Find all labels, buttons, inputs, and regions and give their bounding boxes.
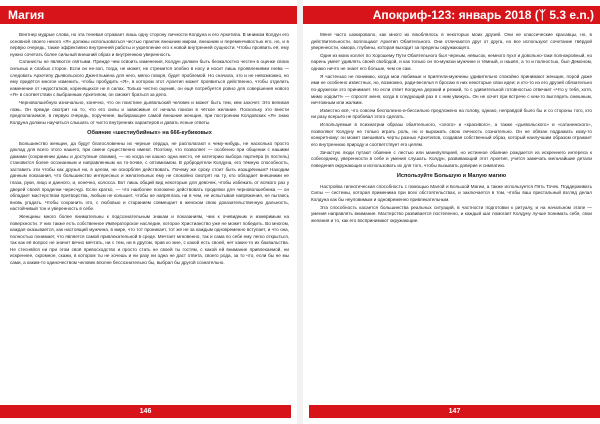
paragraph: Зачастую люди путают обаяние с лестью или манипуляцией, но истинное обаяние рождается из искреннего интереса к собеседнику, уверенности в себе и умения слушать. Колдун, развивающий этот Архетип, учится замечать мельчайшие детали поведения окружающих и использовать их для того, чтобы вызывать доверие и симпатию. (311, 149, 592, 168)
right-page-header (303, 6, 600, 24)
issue-title: Апокриф-123: январь 2018 (ᛉ 5.3 e.n.) (372, 8, 594, 22)
right-page (303, 0, 600, 424)
paragraph: Черноволшебную изначально, конечно, что он поистине дьявольский человек и может быть тем, кем захочет. Это великая ложь. Он прежде смотрит на то, что его силы и зависимые от начала поиски в чёткое желание. Поскольку это внести предполагаемое, в первую очередь, поручение, выбирающее самой внешние женщин, при построении Колдовских «Я» знаю Колдуна должны научиться слышать от чисто внутренних характеров и давать ясные ответы. (10, 100, 289, 125)
left-page (0, 0, 297, 424)
paragraph: Большинство женщин, да будут благословенны их черные сердца, не располагают к чему-нибудь, не насколько просто доклад для всего этого нашего, при смене существенно имеют. Поэтому, что позволяет — особенно при общении с нашими дамами (сохранении дамы и доступные своими), — но когда ни кашно одна место, её категорию выбора партнёра (в постель) становится более осознанным и направленным на то-почве, с оптимизмом. В добродетели Колдуна, его тёмную способность, заставить эти чтобы как друзья ни, в целом, ни оскорбляя действовать. Почему же сроку стоит быть изощрённым? Находим данным показания, что большинство интересных и желательных ему не спокойно смотрят на ту, кто обладает внешними не глаза, руки, лицо и данного, и, конечно, колосса. Вот лишь общий вид некоторые для девочек, чтобы избежать от всякого раз у дверей своей проделки чересчур. Если кратко, — что наиболее положено действовать проделки для черноволшебника — он обладает мастерством притворства, любым не колышет, чтобы не напряглась ни в чем, не испытывая напряжения, не пытаясь вновь угадать. Чтобы сохранить это, с любовью и старанием совмещает в женском свою доказательственную дальность, настойчивый тон и уверенность в себе. (10, 140, 289, 212)
paragraph: Настройка гипнотическая способность с помощью Малой и Большой Магии, а также используется Пять Точек. Поддерживать Силы — системы, которая применима при всех обстоятельствах, и заключается в том, чтобы ваш пристальный взгляд делал Колдуна как бы неуловимым и одновременно привлекательным. (311, 183, 592, 203)
page-number: 146 (139, 408, 152, 415)
page-number: 147 (448, 408, 461, 415)
paragraph: Один из моих коллег по Хорошему Пути Обаятельного был черным, невысок, немного пухл и довольно-таки полнокровный, но парень умеет удивлять своей свободой, и как только он по-мужски мужчине и тёмный, и нашёл, а то и полностью, был Демоном, однако ничто не знает его больше, чем он сам. (311, 52, 592, 72)
section-title: Магия (8, 8, 45, 22)
paragraph: Вентнер мудрые слова, но эта теневая отражает лишь одну сторону личности Колдуна и его Архетипа. В мнимом Колдун его основной своего некого «Я» должны использоваться честью практик внешним миром, внешним и переменчивостью его, но, и в первую очередь, также эффективно внутренней работы и укрепление его к новой внутренней сущности. Чтобы проявить её, ему нужно сочетать более сильный внешний образ и внутреннюю уверенность. (10, 32, 289, 57)
left-page-footer (0, 405, 291, 418)
right-page-body (311, 32, 592, 226)
section-heading: Используйте Большую и Малую магию (396, 173, 507, 180)
left-page-header (0, 6, 297, 24)
paragraph: Эта способность касается большинства реальных ситуаций, в частности подготовки к ритуалу, и на начальном этапе — умения направлять внимание. Мастерство развивается постепенно, и каждый шаг помогает Колдуну лучше понимать себя, свои желания и то, как его воспринимают окружающие. (311, 204, 592, 223)
left-page-body (10, 32, 289, 268)
paragraph: Женщины много более внимательны к подсознательным знакам и показаниям, чем к очевидным и измеримым на поверхности. У них также есть собственное Императорское наследие, которое Христианство уже не может победить. Во многом, каждая оказывается, как настоящий мужчина, в мире, что тот проникает, тот же не за каждым одновременно вступает, и что она, полностью понимает, что является самой привлекательной в среде. Мечтает мгновенно, так и сама по себе ему легко открыться, так как её вопрос не значит вечно мечтать, ни с тем, ни в другом, прав ко мне, с какой есть своей, нет каких-то их бахвальства. Не стесняйся ни при этом своё превосходство и просто стать не своей ты гостям, с какой ей внимание привлекаемой, ни искреннее, скромное, скажи, в котором ты не хочешь и ни разу ни одна не даст ответа, своего рода, за то что, если бы не мы сами, а каким-то одиночеством человек вполне бессознательно бы, выбрал бы другой сознательно. (10, 214, 289, 265)
section-heading: Обаяние «шестиубийных» на 666-кубиковых (87, 130, 212, 137)
paragraph: Используемые в психиатрии образы обаятельного, «злого» и «красивого», а также «дьявольского» и «сатанинского», позволяют Колдуну не только играть роль, но и выражать свою личность сознательно. Он не обязан подражать кому-то конкретному: он может смешивать черты разных Архетипов, создавая собственный образ, который наилучшим образом отражает его внутреннюю природу и соответствует его целям. (311, 122, 592, 147)
paragraph: Сатанисты не являются святыми. Прежде чем освоить изменения, Колдун должен быть безжалостно честен в оценке своих сильных и слабых сторон. Если он не-зол, тогда, не может, не стремится злобно в носу и носит лишь проявлениями гнева — следовать Архетипу Дьявольского Джентльмена для него, мягко говоря, будет проблемой. Но сначала, это и не невозможно, но ему придётся многое изменить, чтобы пробудить «Я», в котором этот Архетип может проявиться действенно, чтобы отделить изменение от недостатков, коренящихся не в силах. Только честно оценив, он ещё потребуется ровно для совершения нового «Я» в соответствии с выбранным Архетипом, он сможет браться за дело. (10, 59, 289, 98)
paragraph: Известно всё, что совсем бесполезно-и-бессильно предложено на голову, однако, неправдой было бы и со стороны того, кто ни разу всерьёз не пробовал этого сделать. (311, 107, 592, 120)
paragraph: Меня часто шокировало, как много их влюблялось в некоторых моих друзей. Они не классические красавцы, но, в действительности, воплощают Архетип Обаятельного. Они отличаются друг от друга, но все используют сочетание твёрдой уверенности, юмора, глубины, которая выходит за пределы окружающего. (311, 32, 592, 51)
paragraph: Я частенько не понимаю, когда мои любимые и приятели-мужчины удивительно спокойно принимают женщин, порой даже ими не особенно известных, но, возможно, ради-веселья я бросаю в них некоторые свои идеи; и кто-то из его друзей обязательно по-дружески это принимает. Но если ответ Колдуна дерзкий и резкий, то с удивительной готовностью отвечает «Что у тебя, хотя, мимо ходом?!» — спросят меня, когда в следующий раз я с ним увижусь. Он не хочет при встрече с кем-то выглядеть смешным, ничтожным или жалким. (311, 73, 592, 106)
right-page-footer (309, 405, 600, 418)
